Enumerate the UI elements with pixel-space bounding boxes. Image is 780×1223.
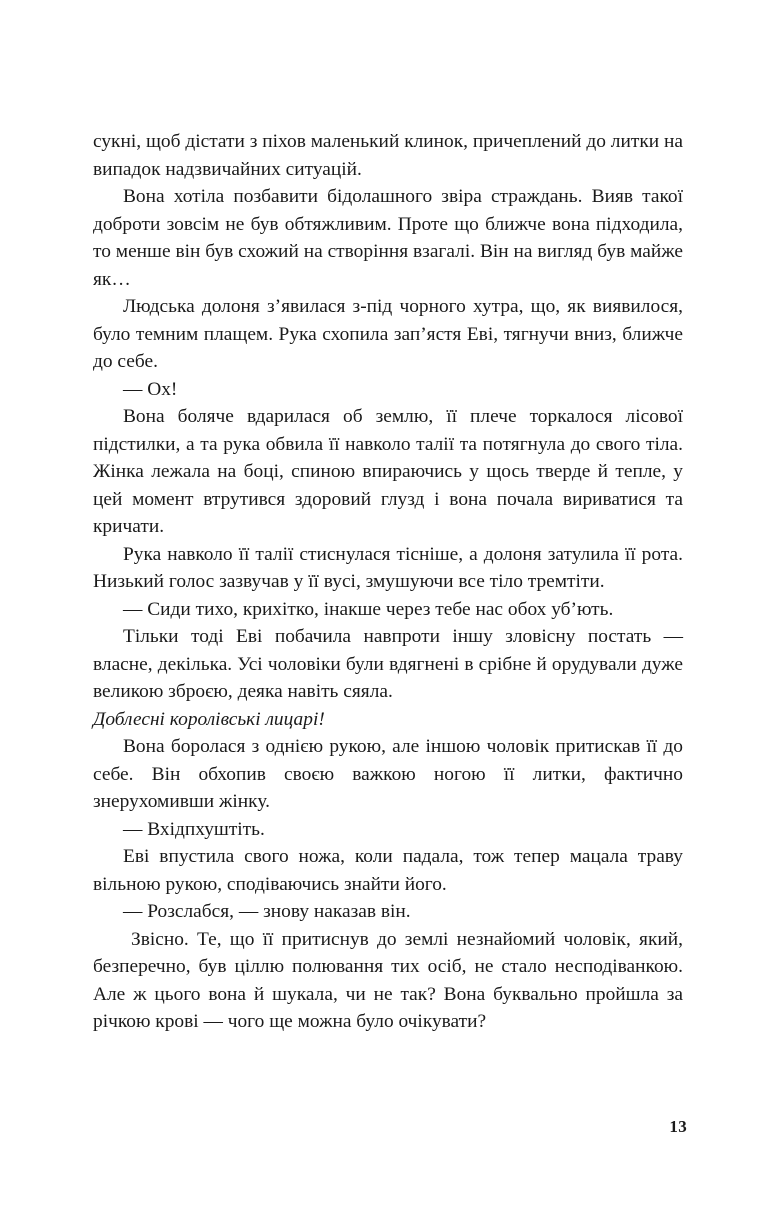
paragraph: Вона боролася з однією рукою, але іншою чоловік притискав її до себе. Він обхопив своєю важкою ногою її литки, фактично знерухомивши жінку. [93, 736, 683, 812]
dialogue-line: — Вхідпхуштіть. [123, 818, 265, 840]
italic-emphasis-line: Доблесні королівські лицарі! [93, 708, 325, 730]
paragraph: Вона боляче вдарилася об землю, її плече торкалося лісової підстилки, а та рука обвила її навколо талії та потягнула до свого тіла. Жінка лежала на боці, спиною впираючись у щось тверде й тепле, у цей момент втрутився здоровий глузд і вона почала вириватися та кричати. [93, 406, 683, 537]
dialogue-line: — Ох! [123, 378, 178, 400]
dialogue-line: — Сиди тихо, крихітко, інакше через тебе нас обох уб’ють. [123, 598, 614, 620]
page-text-block [93, 128, 683, 1036]
paragraph: Рука навколо її талії стиснулася тісніше, а долоня затулила її рота. Низький голос зазвучав у її вусі, змушуючи все тіло тремтіти. [93, 543, 683, 592]
paragraph: Вона хотіла позбавити бідолашного звіра страждань. Вияв такої доброти зовсім не був обтяжливим. Проте що ближче вона підходила, то менше він був схожий на створіння взагалі. Він на вигляд був майже як… [93, 186, 683, 290]
paragraph: сукні, щоб дістати з піхов маленький клинок, причеплений до литки на випадок надзвичайних ситуацій. [93, 131, 683, 180]
paragraph: Звісно. Те, що її притиснув до землі незнайомий чоловік, який, безперечно, був ціллю полювання тих осіб, не стало несподіванкою. Але ж цього вона й шукала, чи не так? Вона буквально пройшла за річкою крові — чого ще можна було очікувати? [93, 928, 683, 1032]
paragraph: Людська долоня з’явилася з-під чорного хутра, що, як виявилося, було темним плащем. Рука схопила зап’ястя Еві, тягнучи вниз, ближче до себе. [93, 296, 683, 372]
dialogue-line: — Розслабся, — знову наказав він. [123, 901, 411, 922]
paragraph: Еві впустила свого ножа, коли падала, тож тепер мацала траву вільною рукою, сподіваючись знайти його. [93, 846, 683, 895]
paragraph: Тільки тоді Еві побачила навпроти іншу зловісну постать — власне, декілька. Усі чоловіки були вдягнені в срібне й орудували дуже великою зброєю, деяка навіть сяяла. [93, 626, 683, 702]
page-number: 13 [669, 1117, 687, 1136]
